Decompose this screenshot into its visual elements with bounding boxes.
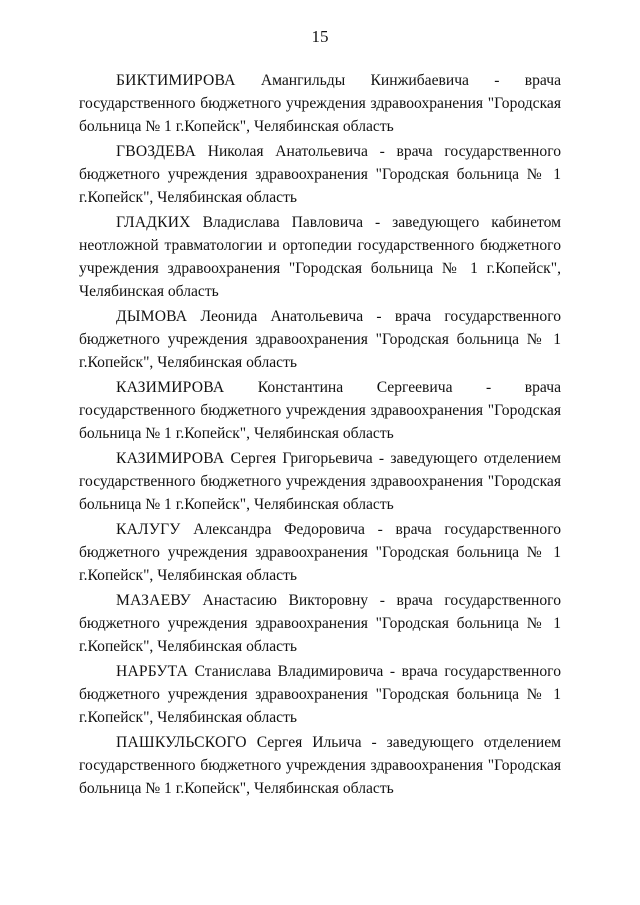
person-surname: НАРБУТА [116, 663, 189, 680]
list-item [79, 305, 561, 374]
person-surname: БИКТИМИРОВА [116, 72, 236, 89]
list-item [79, 447, 561, 516]
person-details: Анастасию Викторовну - врача государственного бюджетного учреждения здравоохранения "Городская больница № 1 г.Копейск", Челябинская область [79, 592, 561, 655]
person-surname: ГВОЗДЕВА [116, 143, 196, 160]
person-details: Станислава Владимировича - врача государственного бюджетного учреждения здравоохранения "Городская больница № 1 г.Копейск", Челябинская область [79, 663, 561, 726]
person-details: Сергея Ильича - заведующего отделением государственного бюджетного учреждения здравоохранения "Городская больница № 1 г.Копейск", Челябинская область [79, 734, 561, 797]
person-details: Константина Сергеевича - врача государственного бюджетного учреждения здравоохранения "Городская больница № 1 г.Копейск", Челябинская область [79, 379, 561, 442]
person-surname: ПАШКУЛЬСКОГО [116, 734, 247, 751]
person-surname: КАЛУГУ [116, 521, 181, 538]
person-details: Леонида Анатольевича - врача государственного бюджетного учреждения здравоохранения "Городская больница № 1 г.Копейск", Челябинская область [79, 308, 561, 371]
list-item [79, 518, 561, 587]
document-body [79, 69, 561, 802]
person-details: Сергея Григорьевича - заведующего отделением государственного бюджетного учреждения здравоохранения "Городская больница № 1 г.Копейск", Челябинская область [79, 450, 561, 513]
list-item [79, 731, 561, 800]
person-details: Амангильды Кинжибаевича - врача государственного бюджетного учреждения здравоохранения "Городская больница № 1 г.Копейск", Челябинская область [79, 72, 561, 135]
list-item [79, 140, 561, 209]
list-item [79, 376, 561, 445]
person-surname: ГЛАДКИХ [116, 214, 191, 231]
person-surname: КАЗИМИРОВА [116, 450, 225, 467]
person-surname: МАЗАЕВУ [116, 592, 191, 609]
list-item [79, 660, 561, 729]
list-item [79, 589, 561, 658]
page-number: 15 [311, 27, 329, 46]
list-item [79, 211, 561, 303]
person-surname: ДЫМОВА [116, 308, 188, 325]
person-details: Николая Анатольевича - врача государственного бюджетного учреждения здравоохранения "Городская больница № 1 г.Копейск", Челябинская область [79, 143, 561, 206]
person-details: Владислава Павловича - заведующего кабинетом неотложной травматологии и ортопедии государственного бюджетного учреждения здравоохранения "Городская больница № 1 г.Копейск", Челябинская область [79, 214, 561, 300]
person-surname: КАЗИМИРОВА [116, 379, 225, 396]
list-item [79, 69, 561, 138]
person-details: Александра Федоровича - врача государственного бюджетного учреждения здравоохранения "Городская больница № 1 г.Копейск", Челябинская область [79, 521, 561, 584]
